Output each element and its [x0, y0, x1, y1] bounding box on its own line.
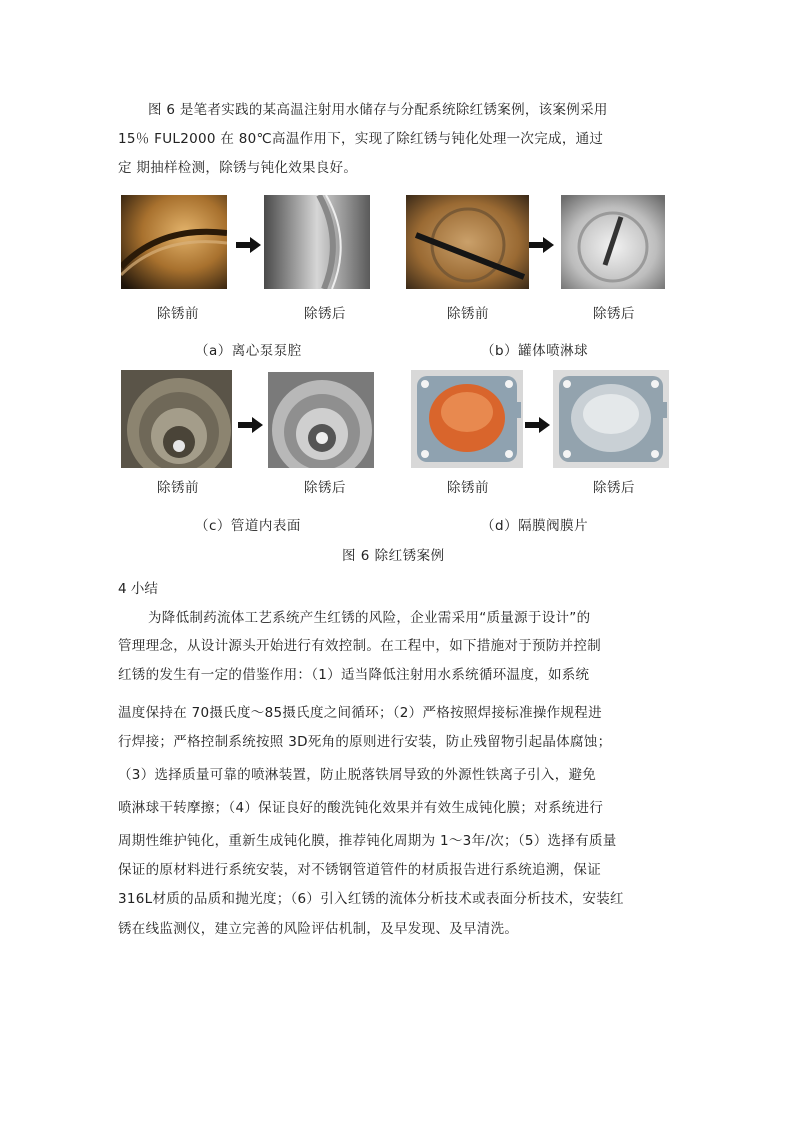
arrow-right-icon: [525, 416, 551, 434]
label-b-after: 除锈后: [593, 306, 635, 322]
summary-line-3: 红锈的发生有一定的借鉴作用：（1）适当降低注射用水系统循环温度，如系统: [118, 667, 590, 683]
subcaption-c: （c）管道内表面: [195, 518, 301, 534]
subcaption-b: （b）罐体喷淋球: [481, 343, 589, 359]
arrow-right-icon: [238, 416, 264, 434]
photo-a-before: [121, 195, 227, 289]
subcaption-d: （d）隔膜阀膜片: [481, 518, 589, 534]
photo-c-after: [268, 372, 374, 468]
label-c-after: 除锈后: [304, 480, 346, 496]
summary-line-4: 温度保持在 70摄氏度～85摄氏度之间循环；（2）严格按照焊接标准操作规程进: [118, 705, 602, 721]
label-a-before: 除锈前: [157, 306, 199, 322]
label-b-before: 除锈前: [447, 306, 489, 322]
summary-line-7: 喷淋球干转摩擦；（4）保证良好的酸洗钝化效果并有效生成钝化膜；对系统进行: [118, 800, 604, 816]
summary-line-10: 316L材质的品质和抛光度；（6）引入红锈的流体分析技术或表面分析技术，安装红: [118, 891, 624, 907]
intro-line-2: 15％ FUL2000 在 80℃高温作用下，实现了除红锈与钝化处理一次完成，通过: [118, 131, 604, 147]
summary-line-8: 周期性维护钝化，重新生成钝化膜，推荐钝化周期为 1～3年/次；（5）选择有质量: [118, 833, 617, 849]
summary-line-2: 管理理念，从设计源头开始进行有效控制。在工程中，如下措施对于预防并控制: [118, 638, 601, 654]
photo-b-before: [406, 195, 529, 289]
summary-line-11: 锈在线监测仪，建立完善的风险评估机制，及早发现、及早清洗。: [118, 921, 519, 937]
photo-c-before: [121, 370, 232, 468]
summary-line-9: 保证的原材料进行系统安装，对不锈钢管道管件的材质报告进行系统追溯，保证: [118, 862, 601, 878]
arrow-right-icon: [236, 236, 262, 254]
label-d-after: 除锈后: [593, 480, 635, 496]
arrow-right-icon: [529, 236, 555, 254]
summary-line-5: 行焊接；严格控制系统按照 3D死角的原则进行安装，防止残留物引起晶体腐蚀；: [118, 734, 612, 750]
photo-a-after: [264, 195, 370, 289]
subcaption-a: （a）离心泵泵腔: [195, 343, 302, 359]
intro-line-3: 定 期抽样检测，除锈与钝化效果良好。: [118, 160, 358, 176]
summary-line-1: 为降低制药流体工艺系统产生红锈的风险，企业需采用“质量源于设计”的: [148, 610, 591, 626]
label-c-before: 除锈前: [157, 480, 199, 496]
summary-line-6: （3）选择质量可靠的喷淋装置，防止脱落铁屑导致的外源性铁离子引入，避免: [118, 767, 597, 783]
section-heading: 4 小结: [118, 581, 158, 597]
photo-b-after: [561, 195, 665, 289]
photo-d-after: [553, 370, 669, 468]
figure-title: 图 6 除红锈案例: [342, 548, 445, 564]
label-a-after: 除锈后: [304, 306, 346, 322]
photo-d-before: [411, 370, 523, 468]
intro-line-1: 图 6 是笔者实践的某高温注射用水储存与分配系统除红锈案例，该案例采用: [148, 102, 608, 118]
label-d-before: 除锈前: [447, 480, 489, 496]
